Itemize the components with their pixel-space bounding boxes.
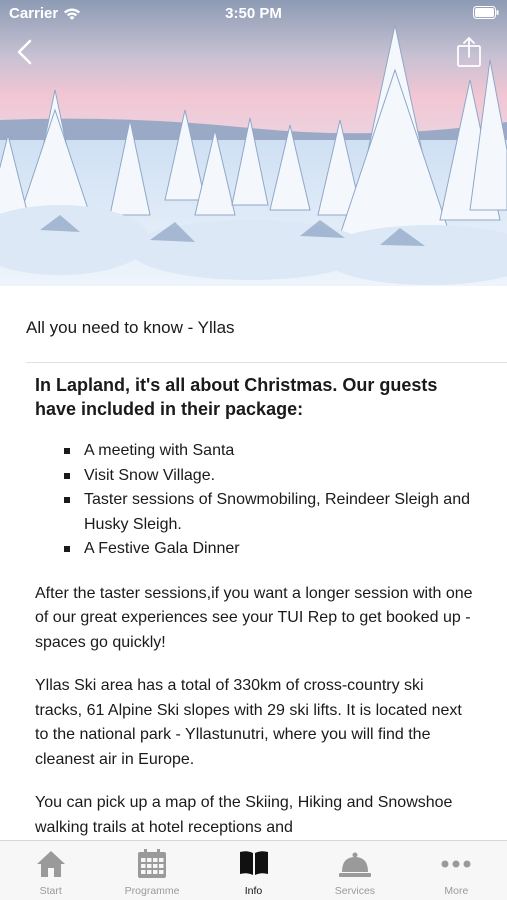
hero-image [0, 0, 507, 286]
tab-label: Start [39, 885, 62, 897]
service-bell-icon [338, 849, 372, 879]
article-paragraph: After the taster sessions,if you want a longer session with one of our great experiences see your TUI Rep to get booked up - spaces go quickly! [35, 584, 473, 651]
tab-bar [0, 840, 507, 900]
page-title: All you need to know - Yllas [26, 318, 235, 337]
status-time: 3:50 PM [225, 5, 282, 22]
list-item: Visit Snow Village. [62, 464, 475, 489]
share-button[interactable] [455, 35, 483, 69]
list-item: A Festive Gala Dinner [62, 537, 475, 562]
more-dots-icon [440, 849, 472, 879]
home-icon [35, 849, 67, 879]
back-button[interactable] [12, 36, 38, 68]
list-item: Taster sessions of Snowmobiling, Reindeer Sleigh and Husky Sleigh. [62, 488, 475, 537]
book-icon [238, 849, 270, 877]
status-bar [0, 0, 507, 28]
article-paragraph: You can pick up a map of the Skiing, Hiking and Snowshoe walking trails at hotel receptions and [35, 794, 453, 836]
tab-programme[interactable] [101, 841, 202, 900]
battery-icon [473, 6, 499, 23]
article-content [35, 373, 475, 859]
share-icon [455, 35, 483, 69]
tab-services[interactable] [304, 841, 405, 900]
tab-label: Programme [124, 885, 180, 897]
package-list [35, 439, 475, 562]
article-paragraph: Yllas Ski area has a total of 330km of cross-country ski tracks, 61 Alpine Ski slopes with 29 ski lifts. It is located next to the national park - Yllastunutri, where you will find the cleanest air in Europe. [35, 677, 462, 768]
tab-label: More [444, 885, 469, 897]
calendar-icon [137, 849, 167, 879]
chevron-left-icon [12, 36, 38, 68]
list-item: A meeting with Santa [62, 439, 475, 464]
tab-label: Services [334, 885, 376, 897]
tab-start[interactable] [0, 841, 101, 900]
article-heading: In Lapland, it's all about Christmas. Our guests have included in their package: [35, 375, 438, 419]
tab-more[interactable] [406, 841, 507, 900]
carrier-label: Carrier [9, 5, 59, 22]
tab-label: Info [244, 885, 263, 897]
title-divider [26, 362, 507, 363]
tab-info[interactable] [203, 841, 304, 900]
